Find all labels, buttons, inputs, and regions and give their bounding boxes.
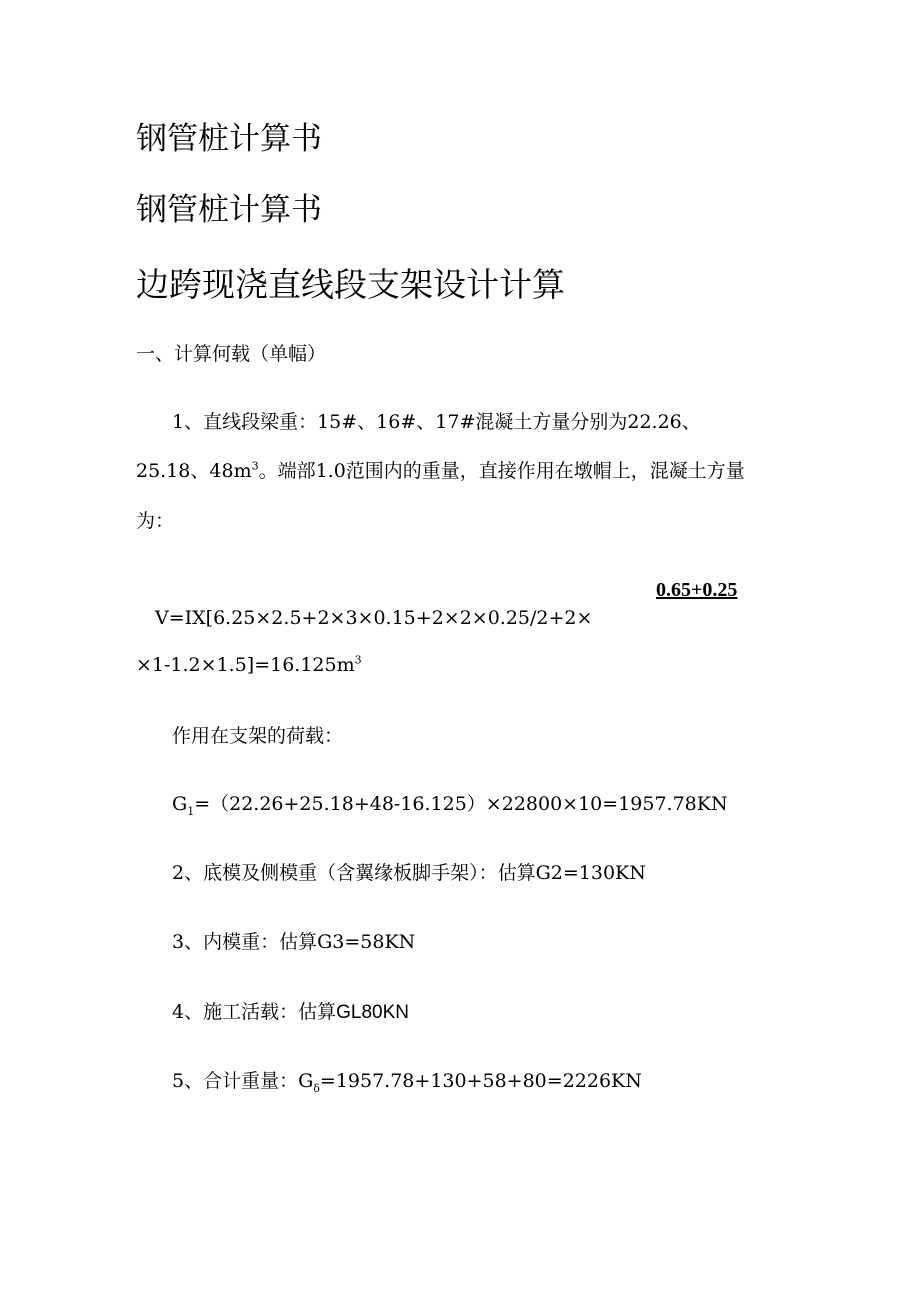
item-5-label: 5、合计重量：G [172, 1070, 314, 1092]
g1-formula [172, 793, 728, 818]
item-4-label: 4、施工活载：估算 [172, 1001, 337, 1023]
formula-fraction: 0.65+0.25 [656, 579, 738, 601]
item-2: 2、底模及侧模重（含翼缘板脚手架）：估算G2=130KN [172, 862, 646, 884]
g1-subscript: 1 [187, 804, 195, 818]
formula-line-2 [136, 653, 362, 676]
doc-title-3: 边跨现浇直线段支架设计计算 [136, 265, 565, 304]
formula-line-1: V=IX[6.25×2.5+2×3×0.15+2×2×0.25/2+2× [155, 607, 593, 629]
item-3: 3、内模重：估算G3=58KN [172, 931, 416, 953]
doc-title-2: 钢管桩计算书 [136, 192, 322, 228]
item-1-line-3: 为： [136, 510, 175, 532]
item-5-expression: =1957.78+130+58+80=2226KN [319, 1070, 642, 1092]
g1-expression: =（22.26+25.18+48-16.125）×22800×10=1957.78KN [194, 793, 728, 815]
doc-title-1: 钢管桩计算书 [136, 121, 322, 157]
item-1-line-1: 1、直线段梁重：15#、16#、17#混凝土方量分别为22.26、 [172, 411, 701, 433]
item-4 [172, 1003, 409, 1022]
formula-superscript: 3 [354, 653, 362, 667]
item-4-value: GL80KN [336, 1002, 409, 1023]
item-1-line-2b: 。端部1.0范围内的重量，直接作用在墩帽上，混凝土方量 [258, 460, 745, 482]
item-1-line-2 [136, 459, 745, 482]
section-heading: 一、计算何载（单幅） [136, 343, 327, 365]
item-5-subscript: δ [313, 1081, 320, 1095]
formula-line-2a: ×1-1.2×1.5]=16.125m [136, 654, 355, 676]
load-heading: 作用在支架的荷载： [172, 725, 344, 747]
item-1-line-2a: 25.18、48m [136, 460, 252, 482]
item-1-superscript: 3 [251, 459, 259, 473]
g1-symbol: G [172, 793, 188, 815]
item-5 [172, 1070, 642, 1095]
